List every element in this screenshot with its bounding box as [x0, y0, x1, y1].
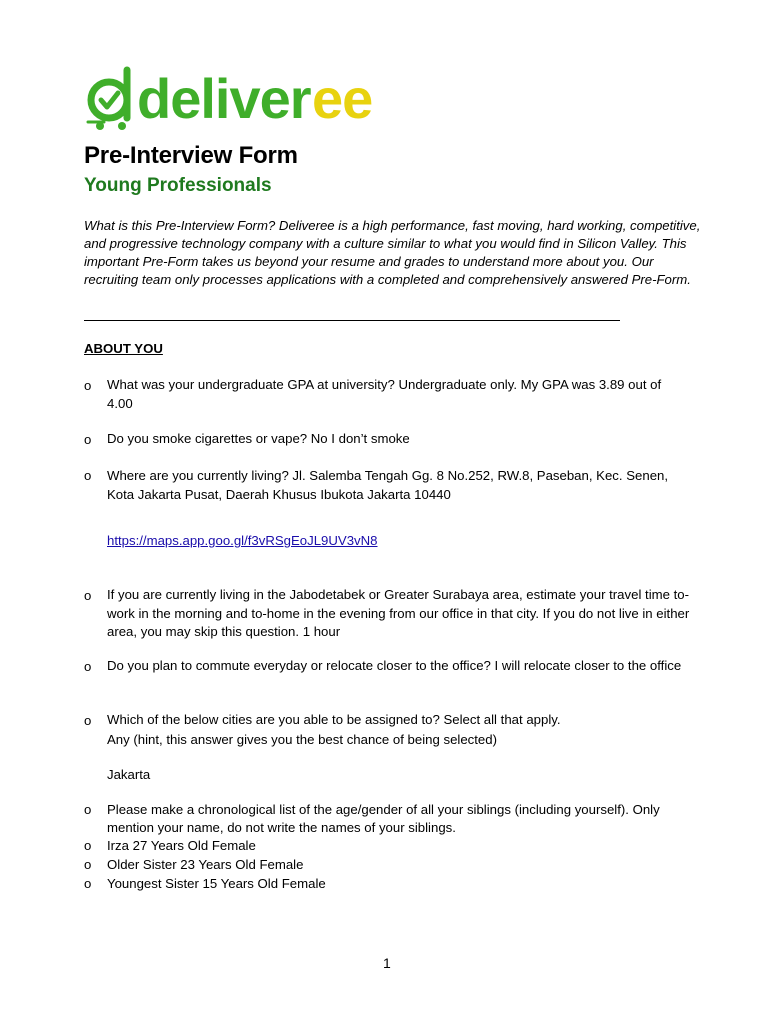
bullet-icon: o	[84, 432, 92, 447]
divider	[84, 320, 620, 321]
svg-text:ee: ee	[312, 67, 373, 130]
question-living: Where are you currently living? Jl. Salemba Tengah Gg. 8 No.252, RW.8, Paseban, Kec. Senen, Kota Jakarta Pusat, Daerah Khusus Ibukota Jakarta 10440	[107, 468, 669, 502]
svg-text:deliver: deliver	[137, 67, 311, 130]
bullet-icon: o	[84, 378, 92, 393]
sibling-item: Youngest Sister 15 Years Old Female	[107, 876, 326, 891]
city-answer: Jakarta	[107, 767, 151, 782]
question-commute: Do you plan to commute everyday or relocate closer to the office? I will relocate closer to the office	[107, 658, 682, 673]
page-title: Pre-Interview Form	[84, 142, 298, 169]
maps-link[interactable]: https://maps.app.goo.gl/f3vRSgEoJL9UV3vN8	[107, 533, 378, 548]
intro-paragraph: What is this Pre-Interview Form? Deliveree is a high performance, fast moving, hard working, competitive, and progressive technology company with a culture similar to what you would find in Silicon Valley. This important Pre-Form takes us beyond your resume and grades to understand more about you. Our recruiting team only processes applications with a completed and comprehensively answered Pre-Form.	[84, 218, 701, 287]
bullet-icon: o	[84, 713, 92, 728]
bullet-icon: o	[84, 588, 92, 603]
bullet-icon: o	[84, 468, 92, 483]
section-heading: ABOUT YOU	[84, 341, 163, 356]
bullet-icon: o	[84, 802, 92, 817]
question-siblings: Please make a chronological list of the age/gender of all your siblings (including yourself). Only mention your name, do not write the names of your siblings.	[107, 802, 660, 835]
bullet-icon: o	[84, 659, 92, 674]
question-cities: Which of the below cities are you able to be assigned to? Select all that apply.	[107, 712, 561, 727]
page-number: 1	[383, 955, 391, 971]
deliveree-logo	[82, 64, 392, 134]
bullet-icon: o	[84, 838, 92, 853]
question-travel-time: If you are currently living in the Jabodetabek or Greater Surabaya area, estimate your travel time to-work in the morning and to-home in the evening from our office in that city. If you do not live in either area, you may skip this question. 1 hour	[107, 587, 690, 639]
sibling-item: Irza 27 Years Old Female	[107, 838, 256, 853]
bullet-icon: o	[84, 876, 92, 891]
question-smoke: Do you smoke cigarettes or vape? No I don’t smoke	[107, 431, 410, 446]
sibling-item: Older Sister 23 Years Old Female	[107, 857, 304, 872]
bullet-icon: o	[84, 857, 92, 872]
question-gpa: What was your undergraduate GPA at university? Undergraduate only. My GPA was 3.89 out of 4.00	[107, 377, 662, 411]
question-cities-hint: Any (hint, this answer gives you the best chance of being selected)	[107, 732, 497, 747]
page-subtitle: Young Professionals	[84, 175, 272, 196]
cart-check-icon	[88, 70, 127, 130]
